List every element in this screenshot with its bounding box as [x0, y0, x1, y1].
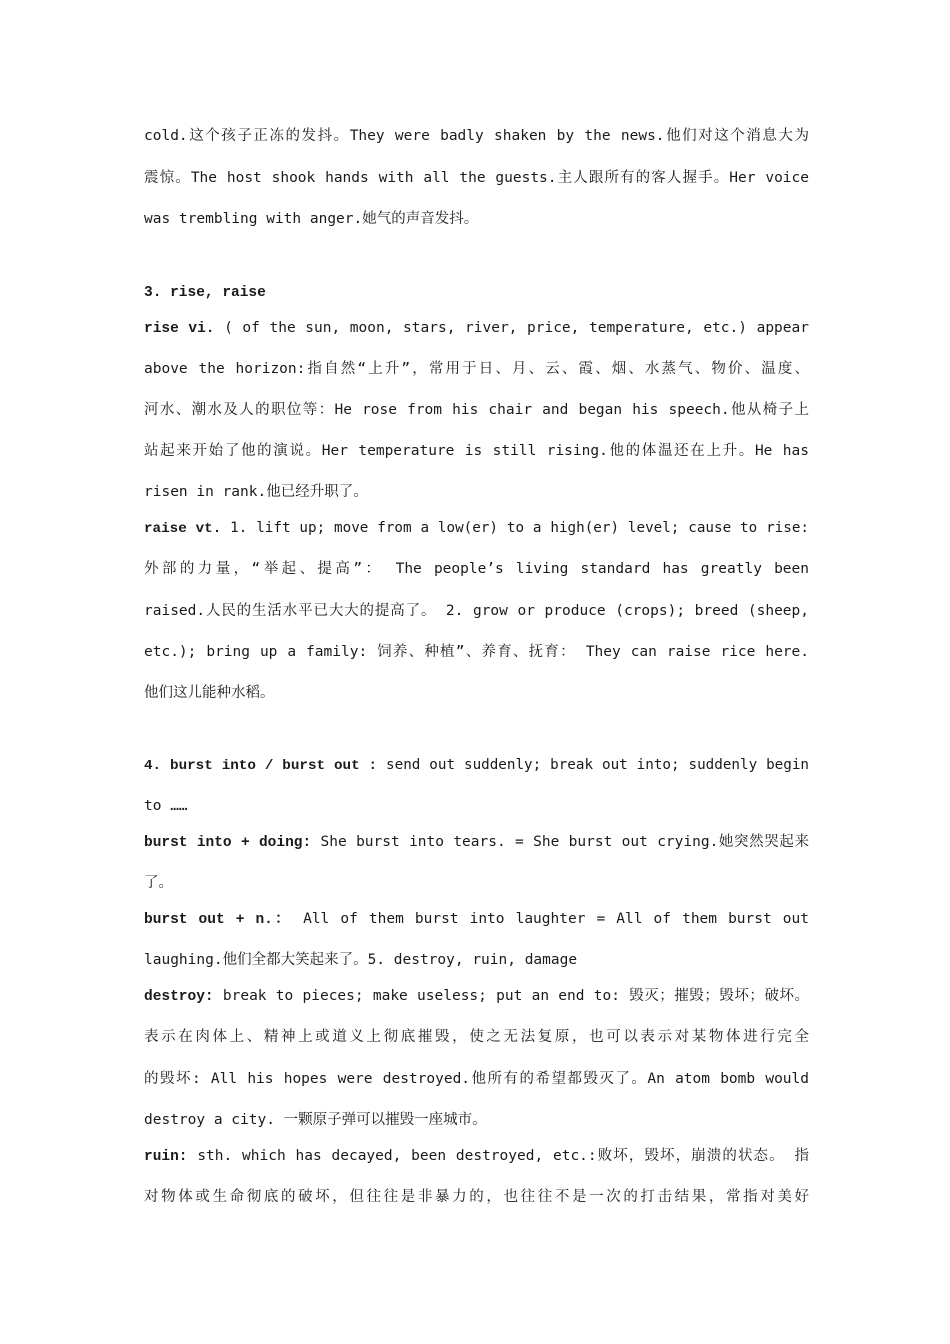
text-line — [144, 1108, 809, 1132]
text-line — [144, 516, 809, 540]
text-line — [144, 640, 809, 664]
text-line — [144, 871, 809, 895]
text-line — [144, 166, 809, 190]
text-run: 他们这儿能种水稻。 — [144, 685, 275, 701]
term-label: raise vt. — [144, 521, 222, 537]
text-run: laughing.他们全都大笑起来了。5. destroy, ruin, damage — [144, 952, 578, 968]
text-run: 了。 — [144, 875, 173, 891]
text-line — [144, 1025, 809, 1049]
text-line — [144, 480, 809, 504]
section-heading — [144, 280, 809, 304]
text-run: 表示在肉体上、精神上或道义上彻底摧毁，使之无法复原，也可以表示对某物体进行完全 — [144, 1029, 809, 1045]
text-run: 外部的力量，“举起、提高”： The people’s living standard has greatly been — [144, 561, 809, 577]
text-line — [144, 753, 809, 777]
term-label: burst out + n.： — [144, 912, 293, 928]
text-run: destroy a city. 一颗原子弹可以摧毁一座城市。 — [144, 1112, 487, 1128]
text-line — [144, 599, 809, 623]
text-run: 对物体或生命彻底的破坏，但往往是非暴力的，也往往不是一次的打击结果，常指对美好 — [144, 1189, 809, 1205]
text-run: break to pieces; make useless; put an end to: 毁灭；摧毁；毁坏；破坏。 — [213, 988, 809, 1004]
text-run: to …… — [144, 798, 188, 814]
term-label: burst into + doing: — [144, 835, 312, 851]
text-line — [144, 681, 809, 705]
text-run: 的毁坏: All his hopes were destroyed.他所有的希望都毁灭了。An atom bomb would — [144, 1071, 809, 1087]
text-run: 河水、潮水及人的职位等：He rose from his chair and began his speech.他从椅子上 — [144, 402, 809, 418]
text-line — [144, 1067, 809, 1091]
term-label: destroy: — [144, 989, 214, 1005]
text-run: risen in rank.他已经升职了。 — [144, 484, 368, 500]
text-run: cold.这个孩子正冻的发抖。They were badly shaken by the news.他们对这个消息大为 — [144, 128, 809, 144]
text-line — [144, 984, 809, 1008]
heading-text: 3. rise, raise — [144, 285, 266, 301]
text-run: She burst into tears. = She burst out crying.她突然哭起来 — [311, 834, 809, 850]
text-line — [144, 398, 809, 422]
text-line — [144, 948, 809, 972]
text-run: raised.人民的生活水平已大大的提高了。 2. grow or produce (crops); breed (sheep, — [144, 603, 809, 619]
text-line — [144, 557, 809, 581]
term-label: rise vi. — [144, 321, 215, 337]
text-line — [144, 316, 809, 340]
text-run: 震惊。The host shook hands with all the guests.主人跟所有的客人握手。Her voice — [144, 170, 809, 186]
text-run: send out suddenly; break out into; suddenly begin — [377, 757, 809, 773]
text-line — [144, 1144, 809, 1168]
text-line — [144, 207, 809, 231]
text-line — [144, 1185, 809, 1209]
text-run: 站起来开始了他的演说。Her temperature is still rising.他的体温还在上升。He has — [144, 443, 809, 459]
text-line — [144, 830, 809, 854]
text-line — [144, 357, 809, 381]
text-run: was trembling with anger.她气的声音发抖。 — [144, 211, 479, 227]
text-line — [144, 907, 809, 931]
term-label: 4. burst into / burst out : — [144, 758, 378, 774]
text-run: ( of the sun, moon, stars, river, price, temperature, etc.) appear — [214, 320, 809, 336]
text-run: sth. which has decayed, been destroyed, etc.:败坏，毁坏，崩溃的状态。 指 — [187, 1148, 809, 1164]
text-run: etc.); bring up a family: 饲养、种植”、养育、抚育： They can raise rice here. — [144, 644, 809, 660]
text-line — [144, 124, 809, 148]
text-line — [144, 439, 809, 463]
text-run: All of them burst into laughter = All of them burst out — [292, 911, 809, 927]
text-run: above the horizon:指自然“上升”，常用于日、月、云、霞、烟、水蒸气、物价、温度、 — [144, 361, 809, 377]
term-label: ruin: — [144, 1149, 188, 1165]
text-line — [144, 794, 809, 818]
text-run: 1. lift up; move from a low(er) to a high(er) level; cause to rise: — [221, 520, 809, 536]
